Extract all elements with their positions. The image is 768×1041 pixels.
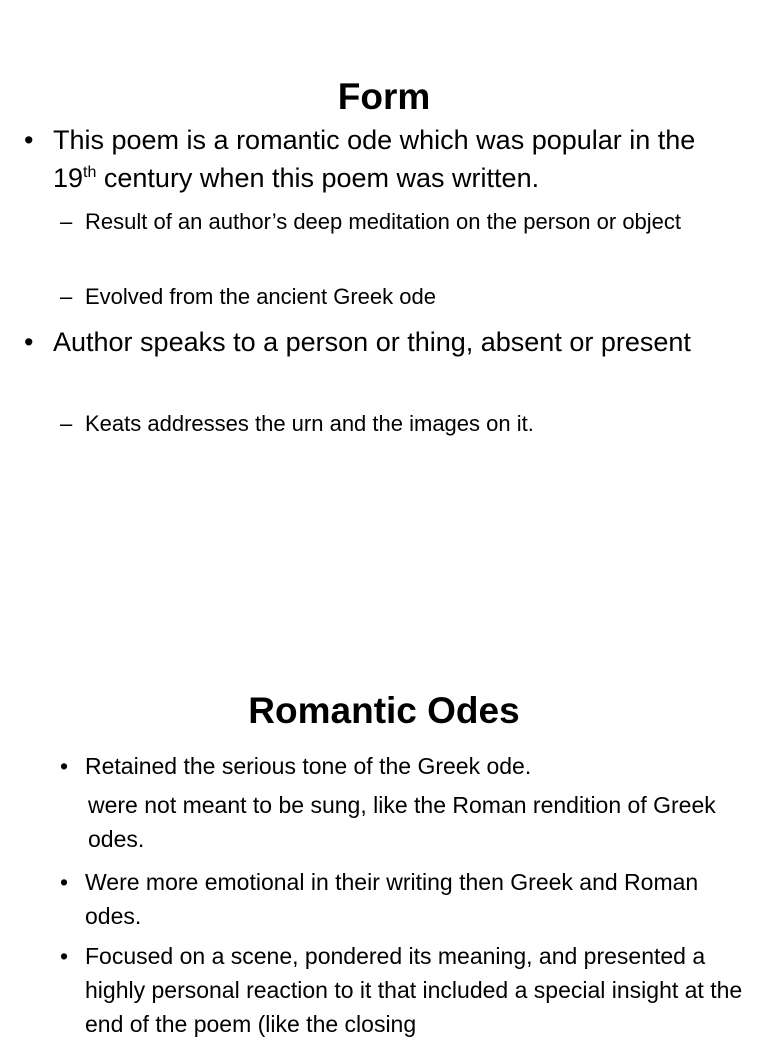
- bullet-text: Retained the serious tone of the Greek ode.: [85, 753, 532, 779]
- superscript: th: [83, 164, 97, 181]
- bullet-marker: •: [24, 327, 34, 357]
- bullet-romantic-ode: [24, 121, 739, 197]
- bullet-text: Were more emotional in their writing then Greek and Roman odes.: [85, 869, 699, 929]
- bullet-marker: •: [60, 943, 69, 969]
- slide-form: [0, 0, 768, 500]
- bullet-text: [24, 121, 739, 197]
- continuation-text: were not meant to be sung, like the Roman rendition of Greek odes.: [88, 792, 716, 852]
- sub-bullet-text: Result of an author’s deep meditation on the person or object: [85, 209, 682, 234]
- dash-marker: –: [60, 209, 73, 234]
- bullet-more-emotional: [60, 865, 750, 933]
- sub-bullet-greek-ode: [60, 280, 740, 314]
- bullet-text: Focused on a scene, pondered its meaning, and presented a highly personal reaction to it that included a special insight at the end of the poem (like the closing: [85, 943, 743, 1037]
- sub-bullet-keats: [60, 407, 740, 441]
- bullet-marker: •: [60, 869, 69, 895]
- bullet-marker: •: [24, 125, 34, 155]
- slide-title: Form: [337, 75, 431, 117]
- bullet-marker: •: [60, 753, 69, 779]
- sub-bullet-meditation: [60, 205, 740, 239]
- slide-romantic-odes: [0, 628, 768, 1037]
- dash-marker: –: [60, 411, 73, 436]
- bullet-text-part: This poem is a romantic ode which was popular in the 19: [53, 125, 696, 193]
- bullet-text: Author speaks to a person or thing, absent or present: [53, 327, 691, 357]
- sub-bullet-text: Evolved from the ancient Greek ode: [85, 284, 436, 309]
- bullet-author-speaks: [24, 323, 739, 361]
- dash-marker: –: [60, 284, 73, 309]
- slide-title: Romantic Odes: [248, 689, 520, 731]
- sub-bullet-text: Keats addresses the urn and the images on it.: [85, 411, 534, 436]
- bullet-focused-scene: [60, 939, 750, 1041]
- bullet-serious-tone: [60, 749, 750, 783]
- bullet-text-part: century when this poem was written.: [96, 163, 540, 193]
